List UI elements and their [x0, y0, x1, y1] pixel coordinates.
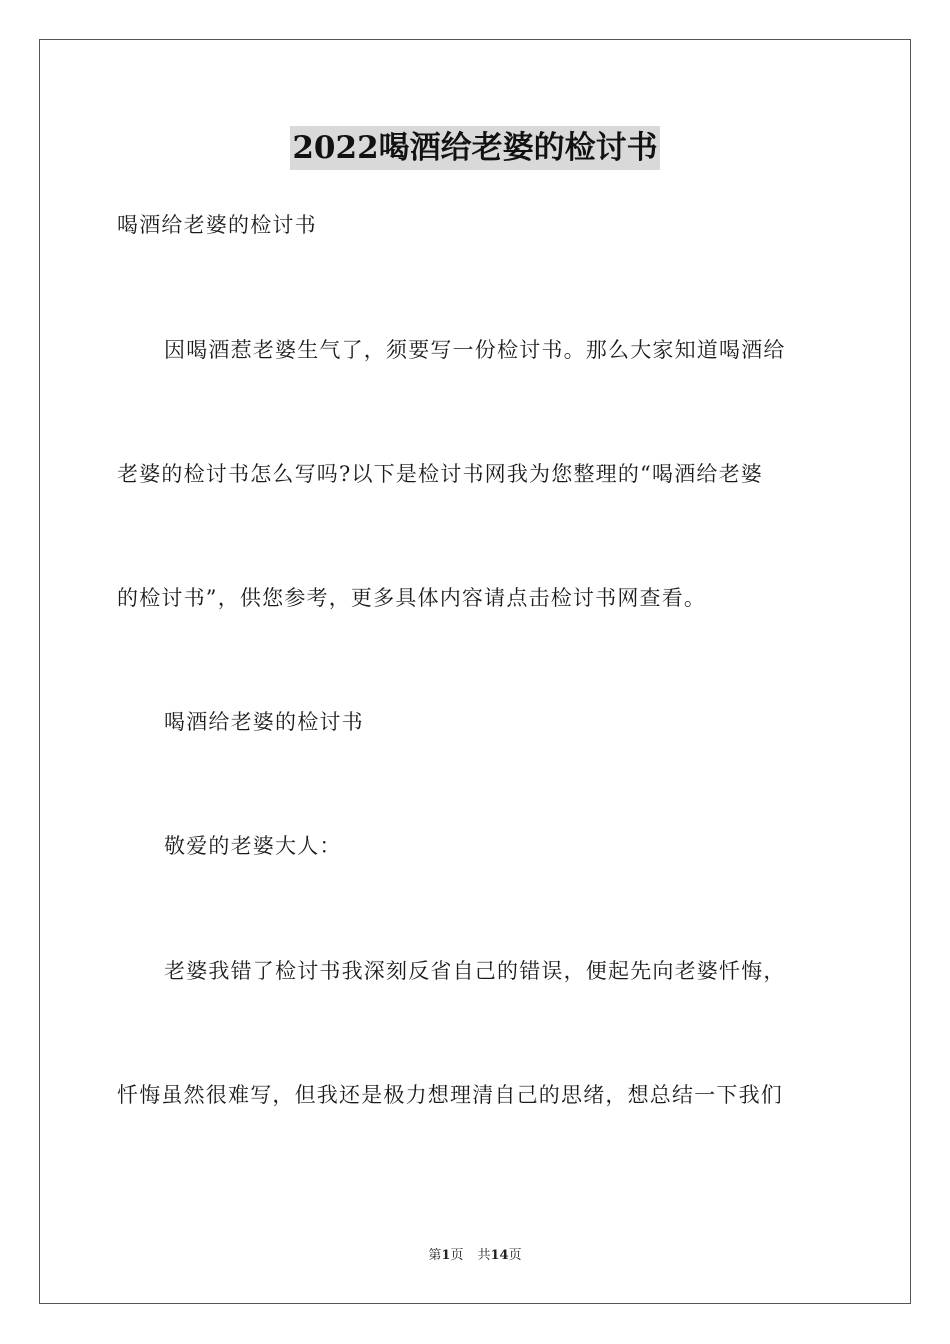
paragraph-line: 的检讨书”，供您参考，更多具体内容请点击检讨书网查看。: [117, 586, 707, 610]
title-container: [0, 126, 950, 170]
footer-page-prefix: 第: [428, 1248, 442, 1263]
paragraph-line: 老婆的检讨书怎么写吗?以下是检讨书网我为您整理的“喝酒给老婆: [117, 462, 763, 486]
footer-page-number: 1: [441, 1248, 451, 1263]
paragraph-line: 老婆我错了检讨书我深刻反省自己的错误，便起先向老婆忏悔，: [164, 959, 786, 983]
document-title: 2022喝酒给老婆的检讨书: [290, 126, 659, 170]
salutation-line: 敬爱的老婆大人：: [164, 834, 342, 858]
paragraph-line: 因喝酒惹老婆生气了，须要写一份检讨书。那么大家知道喝酒给: [164, 338, 786, 362]
footer-total-suffix: 页: [508, 1248, 522, 1263]
page-footer: [0, 1246, 950, 1266]
footer-total-pages: 14: [490, 1248, 509, 1263]
footer-page-suffix: 页: [450, 1248, 464, 1263]
subtitle-line: 喝酒给老婆的检讨书: [117, 213, 317, 237]
footer-total-prefix: 共: [477, 1248, 491, 1263]
paragraph-line: 忏悔虽然很难写，但我还是极力想理清自己的思绪，想总结一下我们: [117, 1083, 783, 1107]
section-heading-line: 喝酒给老婆的检讨书: [164, 710, 364, 734]
